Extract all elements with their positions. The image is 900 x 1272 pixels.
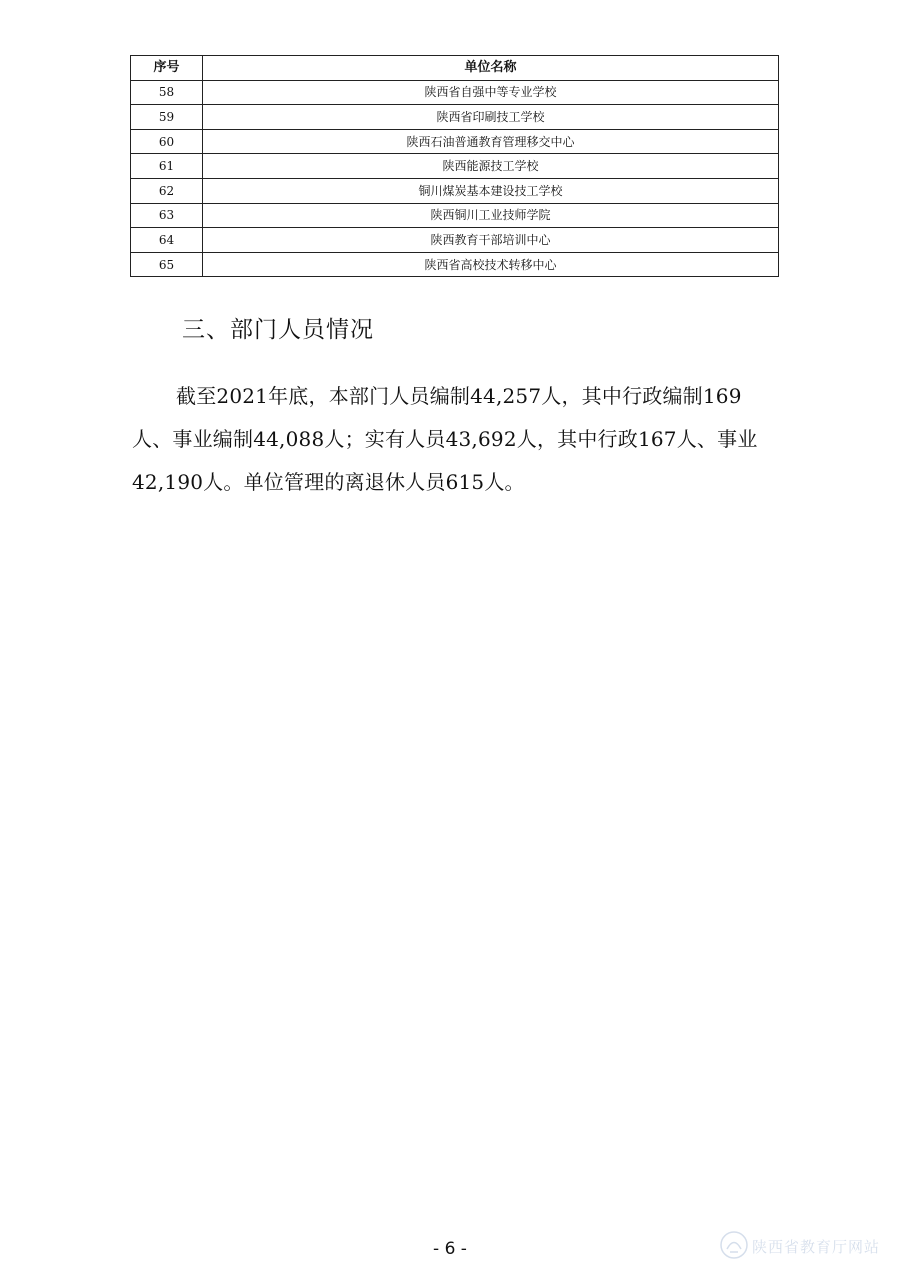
row-index: 65	[131, 252, 203, 277]
page-number: - 6 -	[433, 1239, 467, 1259]
row-index: 62	[131, 178, 203, 203]
table-header-row	[131, 56, 779, 81]
table-row	[131, 154, 779, 179]
row-index: 61	[131, 154, 203, 179]
table-row	[131, 178, 779, 203]
table-row	[131, 228, 779, 253]
row-name: 陕西省自强中等专业学校	[203, 80, 779, 105]
table-row	[131, 203, 779, 228]
section-heading: 三、部门人员情况	[182, 317, 374, 343]
row-name: 陕西能源技工学校	[203, 154, 779, 179]
row-index: 59	[131, 105, 203, 130]
emblem-icon	[718, 1228, 750, 1262]
table-row	[131, 80, 779, 105]
row-name: 陕西石油普通教育管理移交中心	[203, 129, 779, 154]
watermark	[718, 1226, 893, 1266]
table-row	[131, 105, 779, 130]
header-name: 单位名称	[203, 56, 779, 81]
row-name: 陕西铜川工业技师学院	[203, 203, 779, 228]
row-name: 陕西省高校技术转移中心	[203, 252, 779, 277]
staffing-paragraph: 截至2021年底，本部门人员编制44,257人，其中行政编制169人、事业编制44,088人；实有人员43,692人，其中行政167人、事业42,190人。单位管理的离退休人员615人。	[132, 384, 758, 494]
row-name: 陕西省印刷技工学校	[203, 105, 779, 130]
row-index: 64	[131, 228, 203, 253]
row-index: 58	[131, 80, 203, 105]
row-name: 铜川煤炭基本建设技工学校	[203, 178, 779, 203]
row-index: 60	[131, 129, 203, 154]
watermark-text: 陕西省教育厅网站	[752, 1238, 881, 1256]
table-row	[131, 129, 779, 154]
unit-table	[130, 55, 779, 277]
table-row	[131, 252, 779, 277]
header-index: 序号	[131, 56, 203, 81]
row-name: 陕西教育干部培训中心	[203, 228, 779, 253]
row-index: 63	[131, 203, 203, 228]
